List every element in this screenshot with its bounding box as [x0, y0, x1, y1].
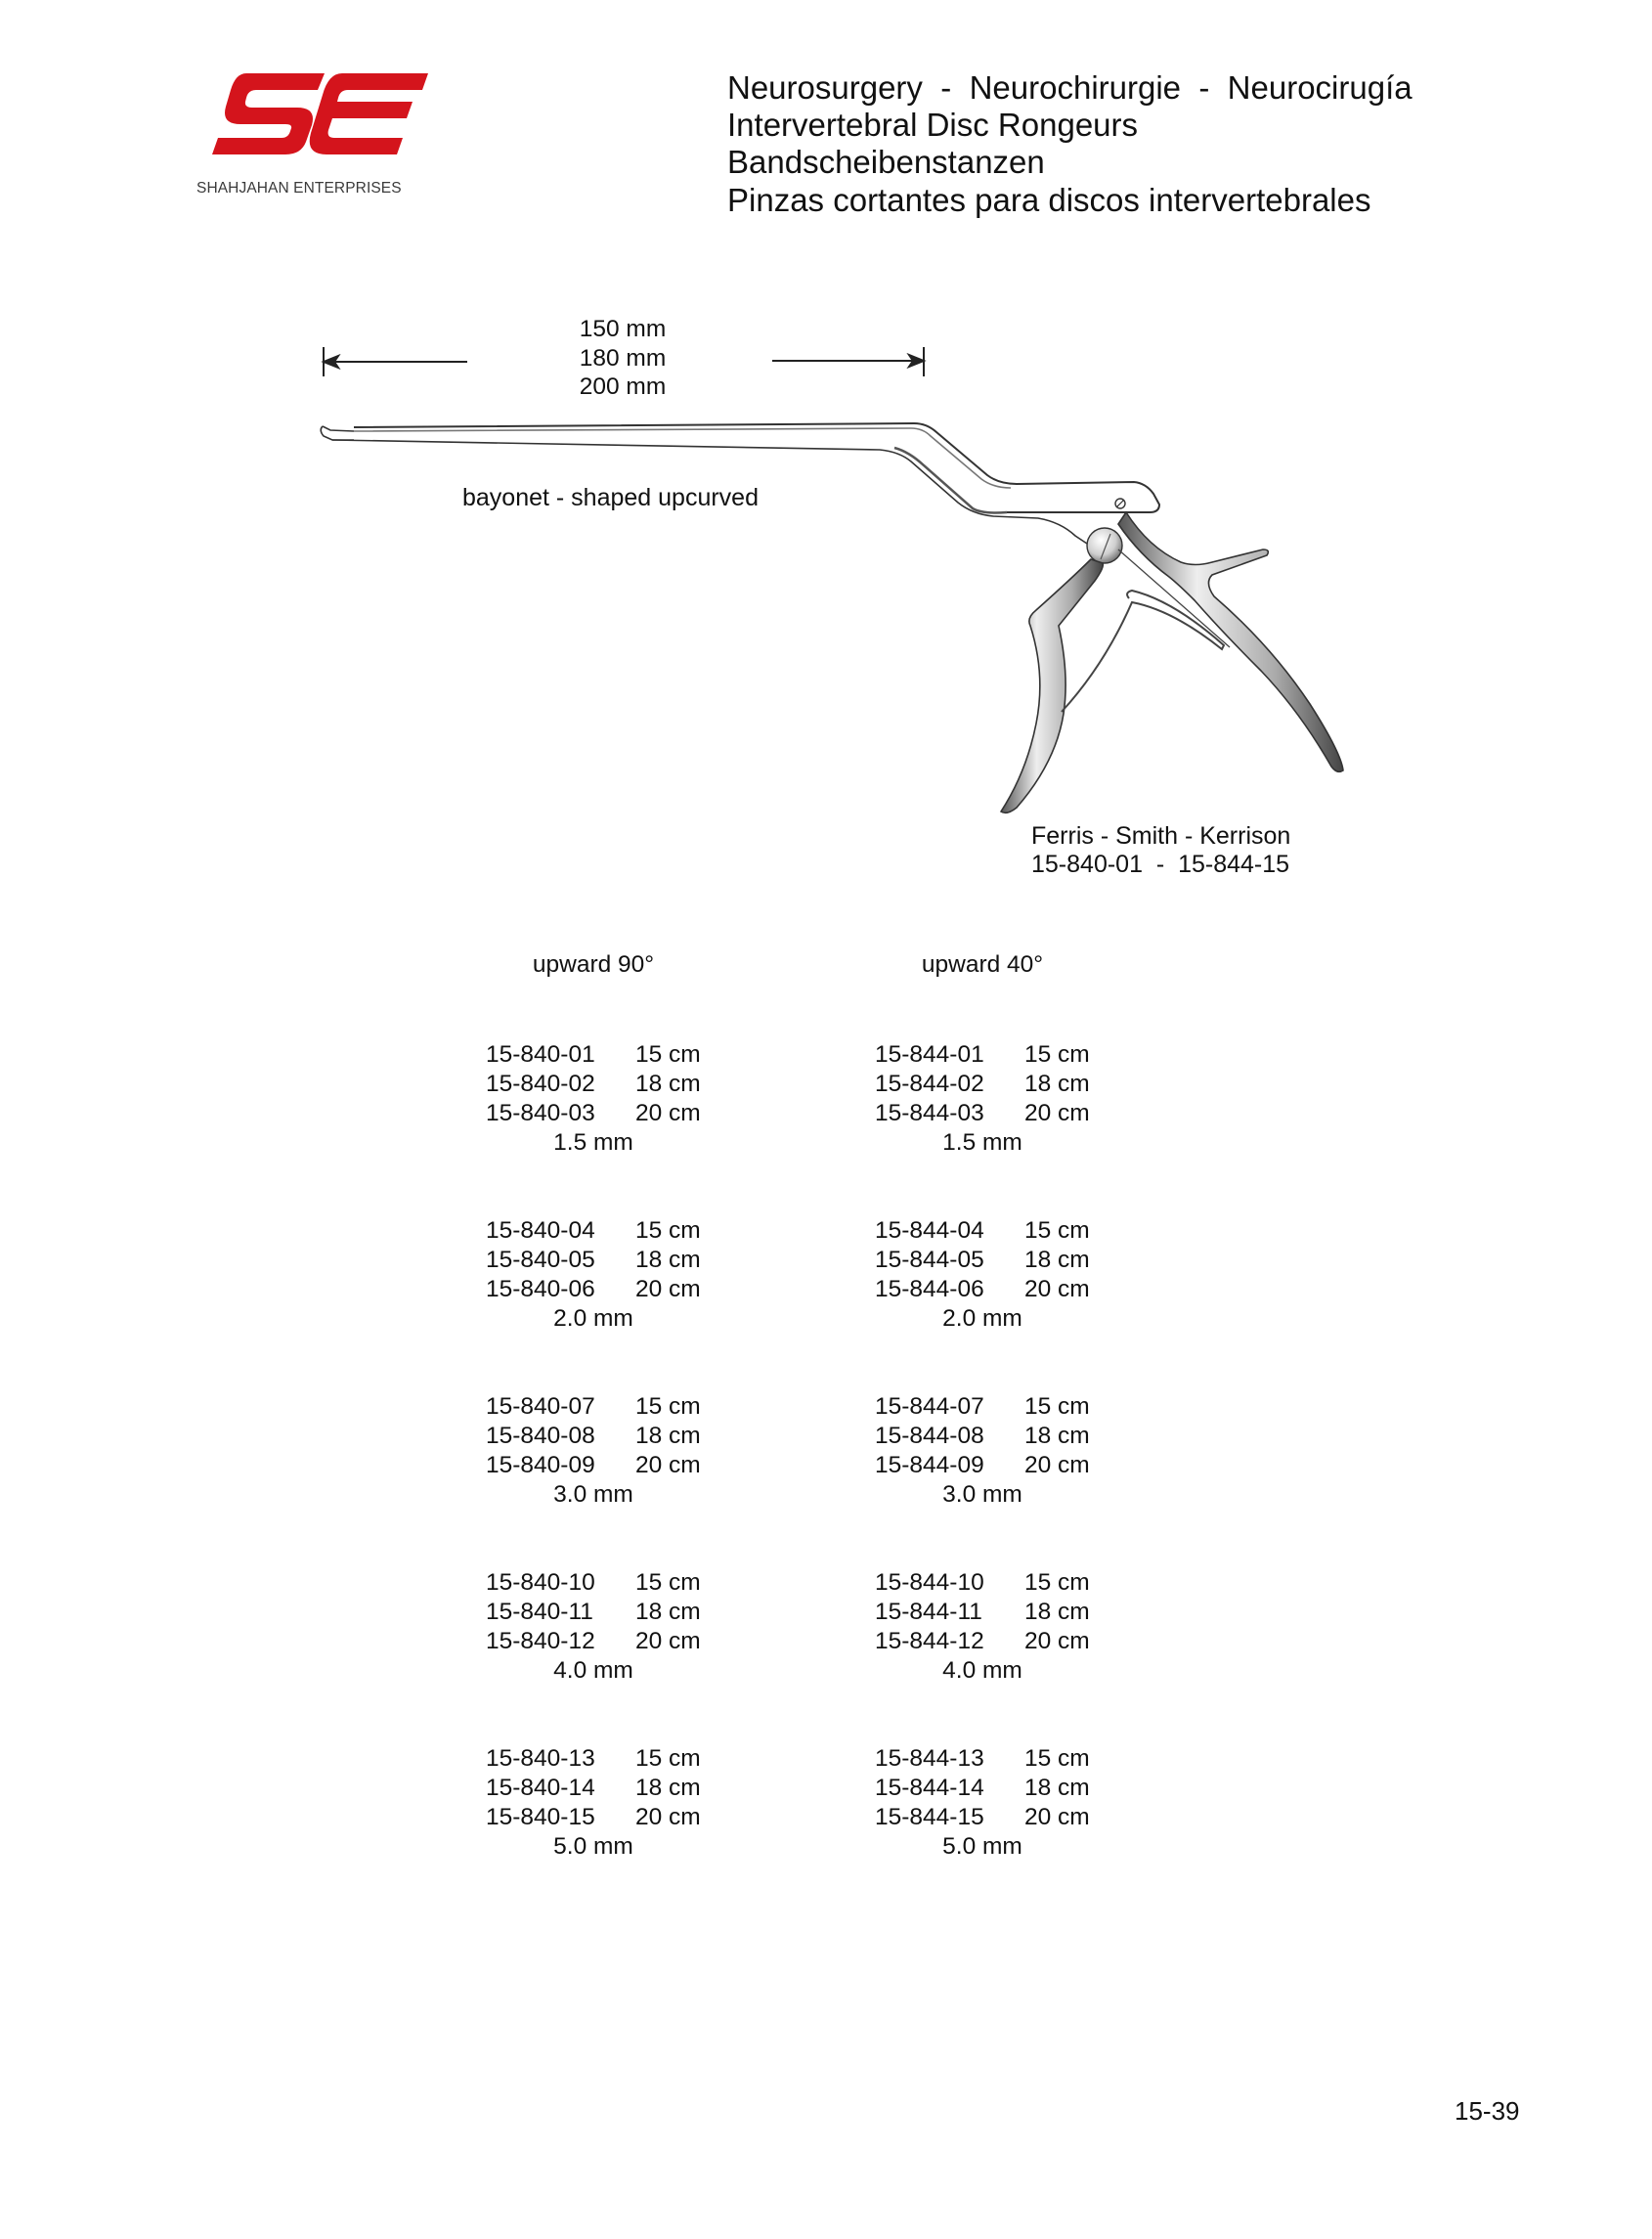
article-length: 18 cm [635, 1247, 701, 1273]
length-label-200: 200 mm [579, 373, 667, 400]
article-code: 15-840-04 [486, 1217, 595, 1244]
table-row [875, 1073, 1129, 1102]
table-row [486, 1043, 740, 1073]
article-length: 20 cm [635, 1804, 701, 1830]
article-code: 15-844-03 [875, 1100, 984, 1126]
table-row [486, 1073, 740, 1102]
table-row [875, 1601, 1129, 1630]
article-code: 15-840-02 [486, 1071, 595, 1097]
article-code: 15-840-01 [486, 1041, 595, 1068]
article-length: 20 cm [635, 1452, 701, 1478]
table-row [486, 1219, 740, 1249]
jaw-width: 4.0 mm [942, 1657, 1022, 1684]
article-code: 15-840-10 [486, 1569, 595, 1596]
table-row [875, 1425, 1129, 1454]
table-row [875, 1249, 1129, 1278]
table-row [875, 1395, 1129, 1425]
article-length: 15 cm [635, 1745, 701, 1772]
article-code: 15-840-12 [486, 1628, 595, 1654]
article-length: 15 cm [1024, 1745, 1090, 1772]
article-code: 15-840-13 [486, 1745, 595, 1772]
table-row [486, 1249, 740, 1278]
table-row [875, 1630, 1129, 1659]
table-row [486, 1571, 740, 1601]
jaw-width: 3.0 mm [942, 1481, 1022, 1508]
shape-label: bayonet - shaped upcurved [462, 484, 759, 511]
article-length: 18 cm [1024, 1775, 1090, 1801]
jaw-width: 2.0 mm [553, 1305, 633, 1332]
article-code: 15-844-06 [875, 1276, 984, 1302]
article-length: 18 cm [1024, 1599, 1090, 1625]
article-length: 18 cm [635, 1423, 701, 1449]
article-code: 15-844-12 [875, 1628, 984, 1654]
article-code: 15-844-09 [875, 1452, 984, 1478]
article-code: 15-844-02 [875, 1071, 984, 1097]
article-length: 15 cm [635, 1217, 701, 1244]
article-length: 15 cm [1024, 1217, 1090, 1244]
article-code: 15-844-04 [875, 1217, 984, 1244]
header-title-line-3: Bandscheibenstanzen [727, 144, 1045, 180]
article-length: 18 cm [635, 1071, 701, 1097]
logo-brand-text: SHAHJAHAN ENTERPRISES [196, 180, 402, 197]
article-code: 15-844-01 [875, 1041, 984, 1068]
article-length: 20 cm [1024, 1100, 1090, 1126]
jaw-width: 3.0 mm [553, 1481, 633, 1508]
model-code-range: 15-840-01 - 15-844-15 [1031, 851, 1290, 878]
table-row [486, 1395, 740, 1425]
spring-lever [1062, 591, 1224, 712]
article-length: 20 cm [1024, 1452, 1090, 1478]
table-row [875, 1777, 1129, 1806]
article-length: 20 cm [1024, 1628, 1090, 1654]
article-code: 15-844-07 [875, 1393, 984, 1420]
article-code: 15-840-03 [486, 1100, 595, 1126]
article-length: 15 cm [635, 1393, 701, 1420]
screw-icon [1115, 499, 1125, 508]
article-length: 18 cm [1024, 1247, 1090, 1273]
article-length: 18 cm [1024, 1071, 1090, 1097]
article-code: 15-840-14 [486, 1775, 595, 1801]
table-row [486, 1425, 740, 1454]
length-label-150: 150 mm [579, 316, 667, 342]
rongeur-illustration [0, 0, 1652, 880]
pivot-ball-icon [1087, 528, 1122, 563]
jaw-width: 5.0 mm [553, 1833, 633, 1860]
article-code: 15-844-10 [875, 1569, 984, 1596]
table-row [875, 1747, 1129, 1777]
article-code: 15-844-14 [875, 1775, 984, 1801]
article-code: 15-840-07 [486, 1393, 595, 1420]
article-length: 15 cm [1024, 1041, 1090, 1068]
article-code: 15-844-15 [875, 1804, 984, 1830]
table-row [486, 1777, 740, 1806]
table-row [486, 1747, 740, 1777]
table-row [875, 1043, 1129, 1073]
article-code: 15-844-13 [875, 1745, 984, 1772]
table-row [486, 1601, 740, 1630]
jaw-width: 4.0 mm [553, 1657, 633, 1684]
article-length: 15 cm [1024, 1393, 1090, 1420]
article-length: 18 cm [1024, 1423, 1090, 1449]
article-code: 15-840-05 [486, 1247, 595, 1273]
article-length: 18 cm [635, 1599, 701, 1625]
table-row [486, 1806, 740, 1835]
table-row [486, 1102, 740, 1131]
table-row [875, 1806, 1129, 1835]
article-code: 15-844-08 [875, 1423, 984, 1449]
article-length: 20 cm [1024, 1276, 1090, 1302]
article-code: 15-840-08 [486, 1423, 595, 1449]
jaw-width: 5.0 mm [942, 1833, 1022, 1860]
article-length: 15 cm [1024, 1569, 1090, 1596]
thumb-handle [1001, 559, 1103, 812]
article-length: 20 cm [635, 1628, 701, 1654]
article-code: 15-840-09 [486, 1452, 595, 1478]
article-code: 15-840-11 [486, 1599, 593, 1625]
article-code: 15-844-11 [875, 1599, 982, 1625]
table-row [875, 1102, 1129, 1131]
article-length: 18 cm [635, 1775, 701, 1801]
finger-grip-handle [1118, 512, 1343, 771]
table-row [486, 1630, 740, 1659]
table-row [875, 1219, 1129, 1249]
article-code: 15-840-15 [486, 1804, 595, 1830]
header-title-line-2: Intervertebral Disc Rongeurs [727, 107, 1139, 143]
header-title-line-1: Neurosurgery - Neurochirurgie - Neurocirugía [727, 69, 1413, 106]
column-heading: upward 40° [921, 951, 1044, 978]
article-length: 20 cm [635, 1100, 701, 1126]
article-length: 20 cm [635, 1276, 701, 1302]
table-row [875, 1278, 1129, 1307]
length-label-180: 180 mm [579, 345, 667, 372]
table-row [486, 1278, 740, 1307]
header-title-line-4: Pinzas cortantes para discos intervertebrales [727, 182, 1371, 218]
jaw-width: 1.5 mm [553, 1129, 633, 1156]
column-heading: upward 90° [532, 951, 655, 978]
table-row [875, 1571, 1129, 1601]
jaw-width: 2.0 mm [942, 1305, 1022, 1332]
article-code: 15-844-05 [875, 1247, 984, 1273]
model-name: Ferris - Smith - Kerrison [1031, 822, 1291, 850]
table-row [875, 1454, 1129, 1483]
article-length: 15 cm [635, 1041, 701, 1068]
table-row [486, 1454, 740, 1483]
article-length: 20 cm [1024, 1804, 1090, 1830]
jaw-width: 1.5 mm [942, 1129, 1022, 1156]
article-code: 15-840-06 [486, 1276, 595, 1302]
page-number: 15-39 [1455, 2096, 1520, 2126]
article-length: 15 cm [635, 1569, 701, 1596]
